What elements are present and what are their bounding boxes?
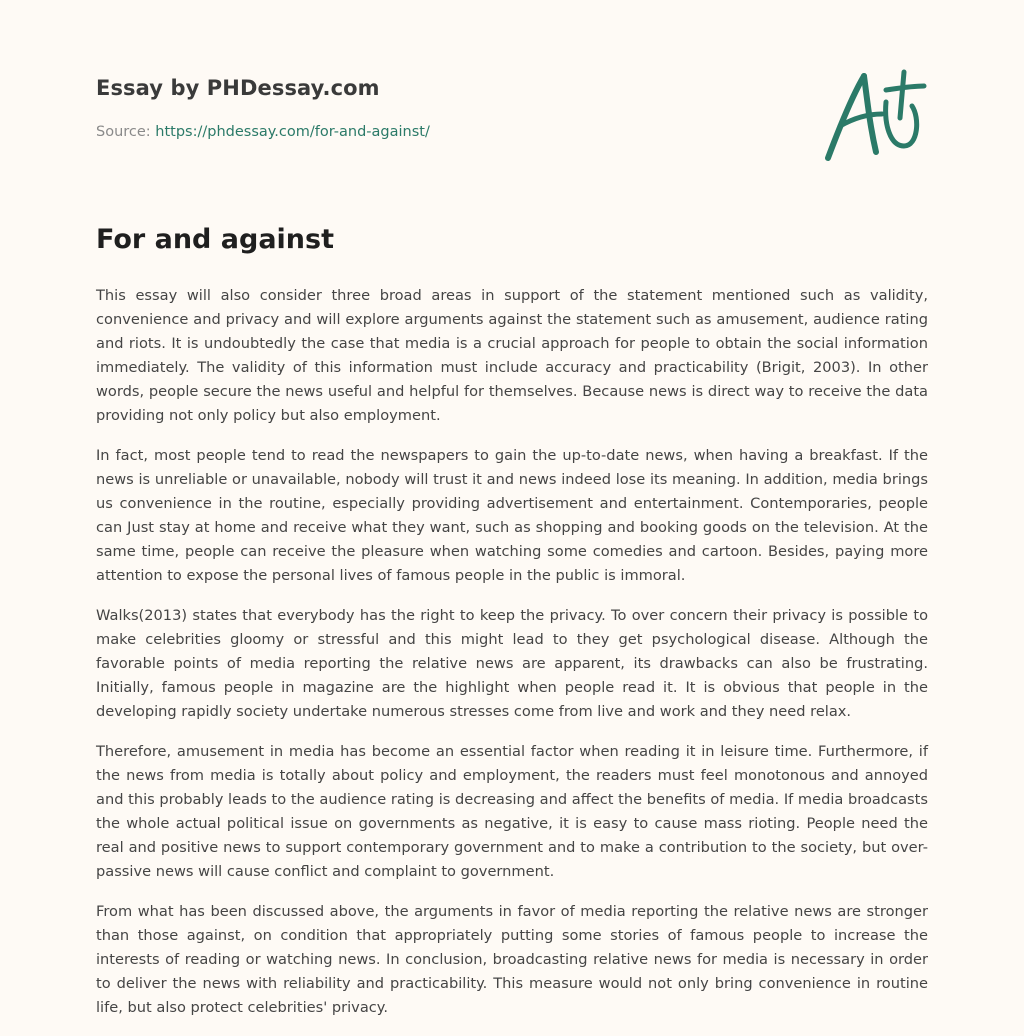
source-line <box>96 124 430 140</box>
page-header <box>96 0 928 190</box>
essay-body <box>96 284 928 1036</box>
source-link[interactable]: https://phdessay.com/for-and-against/ <box>155 124 430 140</box>
a-plus-logo-icon <box>820 66 930 166</box>
essay-paragraph: From what has been discussed above, the arguments in favor of media reporting the relative news are stronger than those against, on condition that appropriately putting some stories of famous people to increase the interests of reading or watching news. In conclusion, broadcasting relative news for media is necessary in order to deliver the news with reliability and practicability. This measure would not only bring convenience in routine life, but also protect celebrities' privacy. <box>96 903 928 1016</box>
essay-paragraph: In fact, most people tend to read the newspapers to gain the up-to-date news, when having a breakfast. If the news is unreliable or unavailable, nobody will trust it and news indeed lose its meaning. In addition, media brings us convenience in the routine, especially providing advertisement and entertainment. Contemporaries, people can Just stay at home and receive what they want, such as shopping and booking goods on the television. At the same time, people can receive the pleasure when watching some comedies and cartoon. Besides, paying more attention to expose the personal lives of famous people in the public is immoral. <box>96 447 928 584</box>
essay-paragraph: Walks(2013) states that everybody has the right to keep the privacy. To over concern their privacy is possible to make celebrities gloomy or stressful and this might lead to they get psychological disease. Although the favorable points of media reporting the relative news are apparent, its drawbacks can also be frustrating. Initially, famous people in magazine are the highlight when people read it. It is obvious that people in the developing rapidly society undertake numerous stresses come from live and work and they need relax. <box>96 607 928 720</box>
essay-title: For and against <box>96 224 335 255</box>
essay-page <box>96 0 928 1016</box>
source-label: Source: <box>96 124 151 140</box>
essay-paragraph: This essay will also consider three broad areas in support of the statement mentioned such as validity, convenience and privacy and will explore arguments against the statement such as amusement, audience rating and riots. It is undoubtedly the case that media is a crucial approach for people to obtain the social information immediately. The validity of this information must include accuracy and practicability (Brigit, 2003). In other words, people secure the news useful and helpful for themselves. Because news is direct way to receive the data providing not only policy but also employment. <box>96 287 928 424</box>
essay-paragraph: Therefore, amusement in media has become an essential factor when reading it in leisure time. Furthermore, if the news from media is totally about policy and employment, the readers must feel monotonous and annoyed and this probably leads to the audience rating is decreasing and affect the benefits of media. If media broadcasts the whole actual political issue on governments as negative, it is easy to cause mass rioting. People need the real and positive news to support contemporary government and to make a contribution to the society, but over-passive news will cause conflict and complaint to government. <box>96 743 928 880</box>
site-title: Essay by PHDessay.com <box>96 76 380 100</box>
